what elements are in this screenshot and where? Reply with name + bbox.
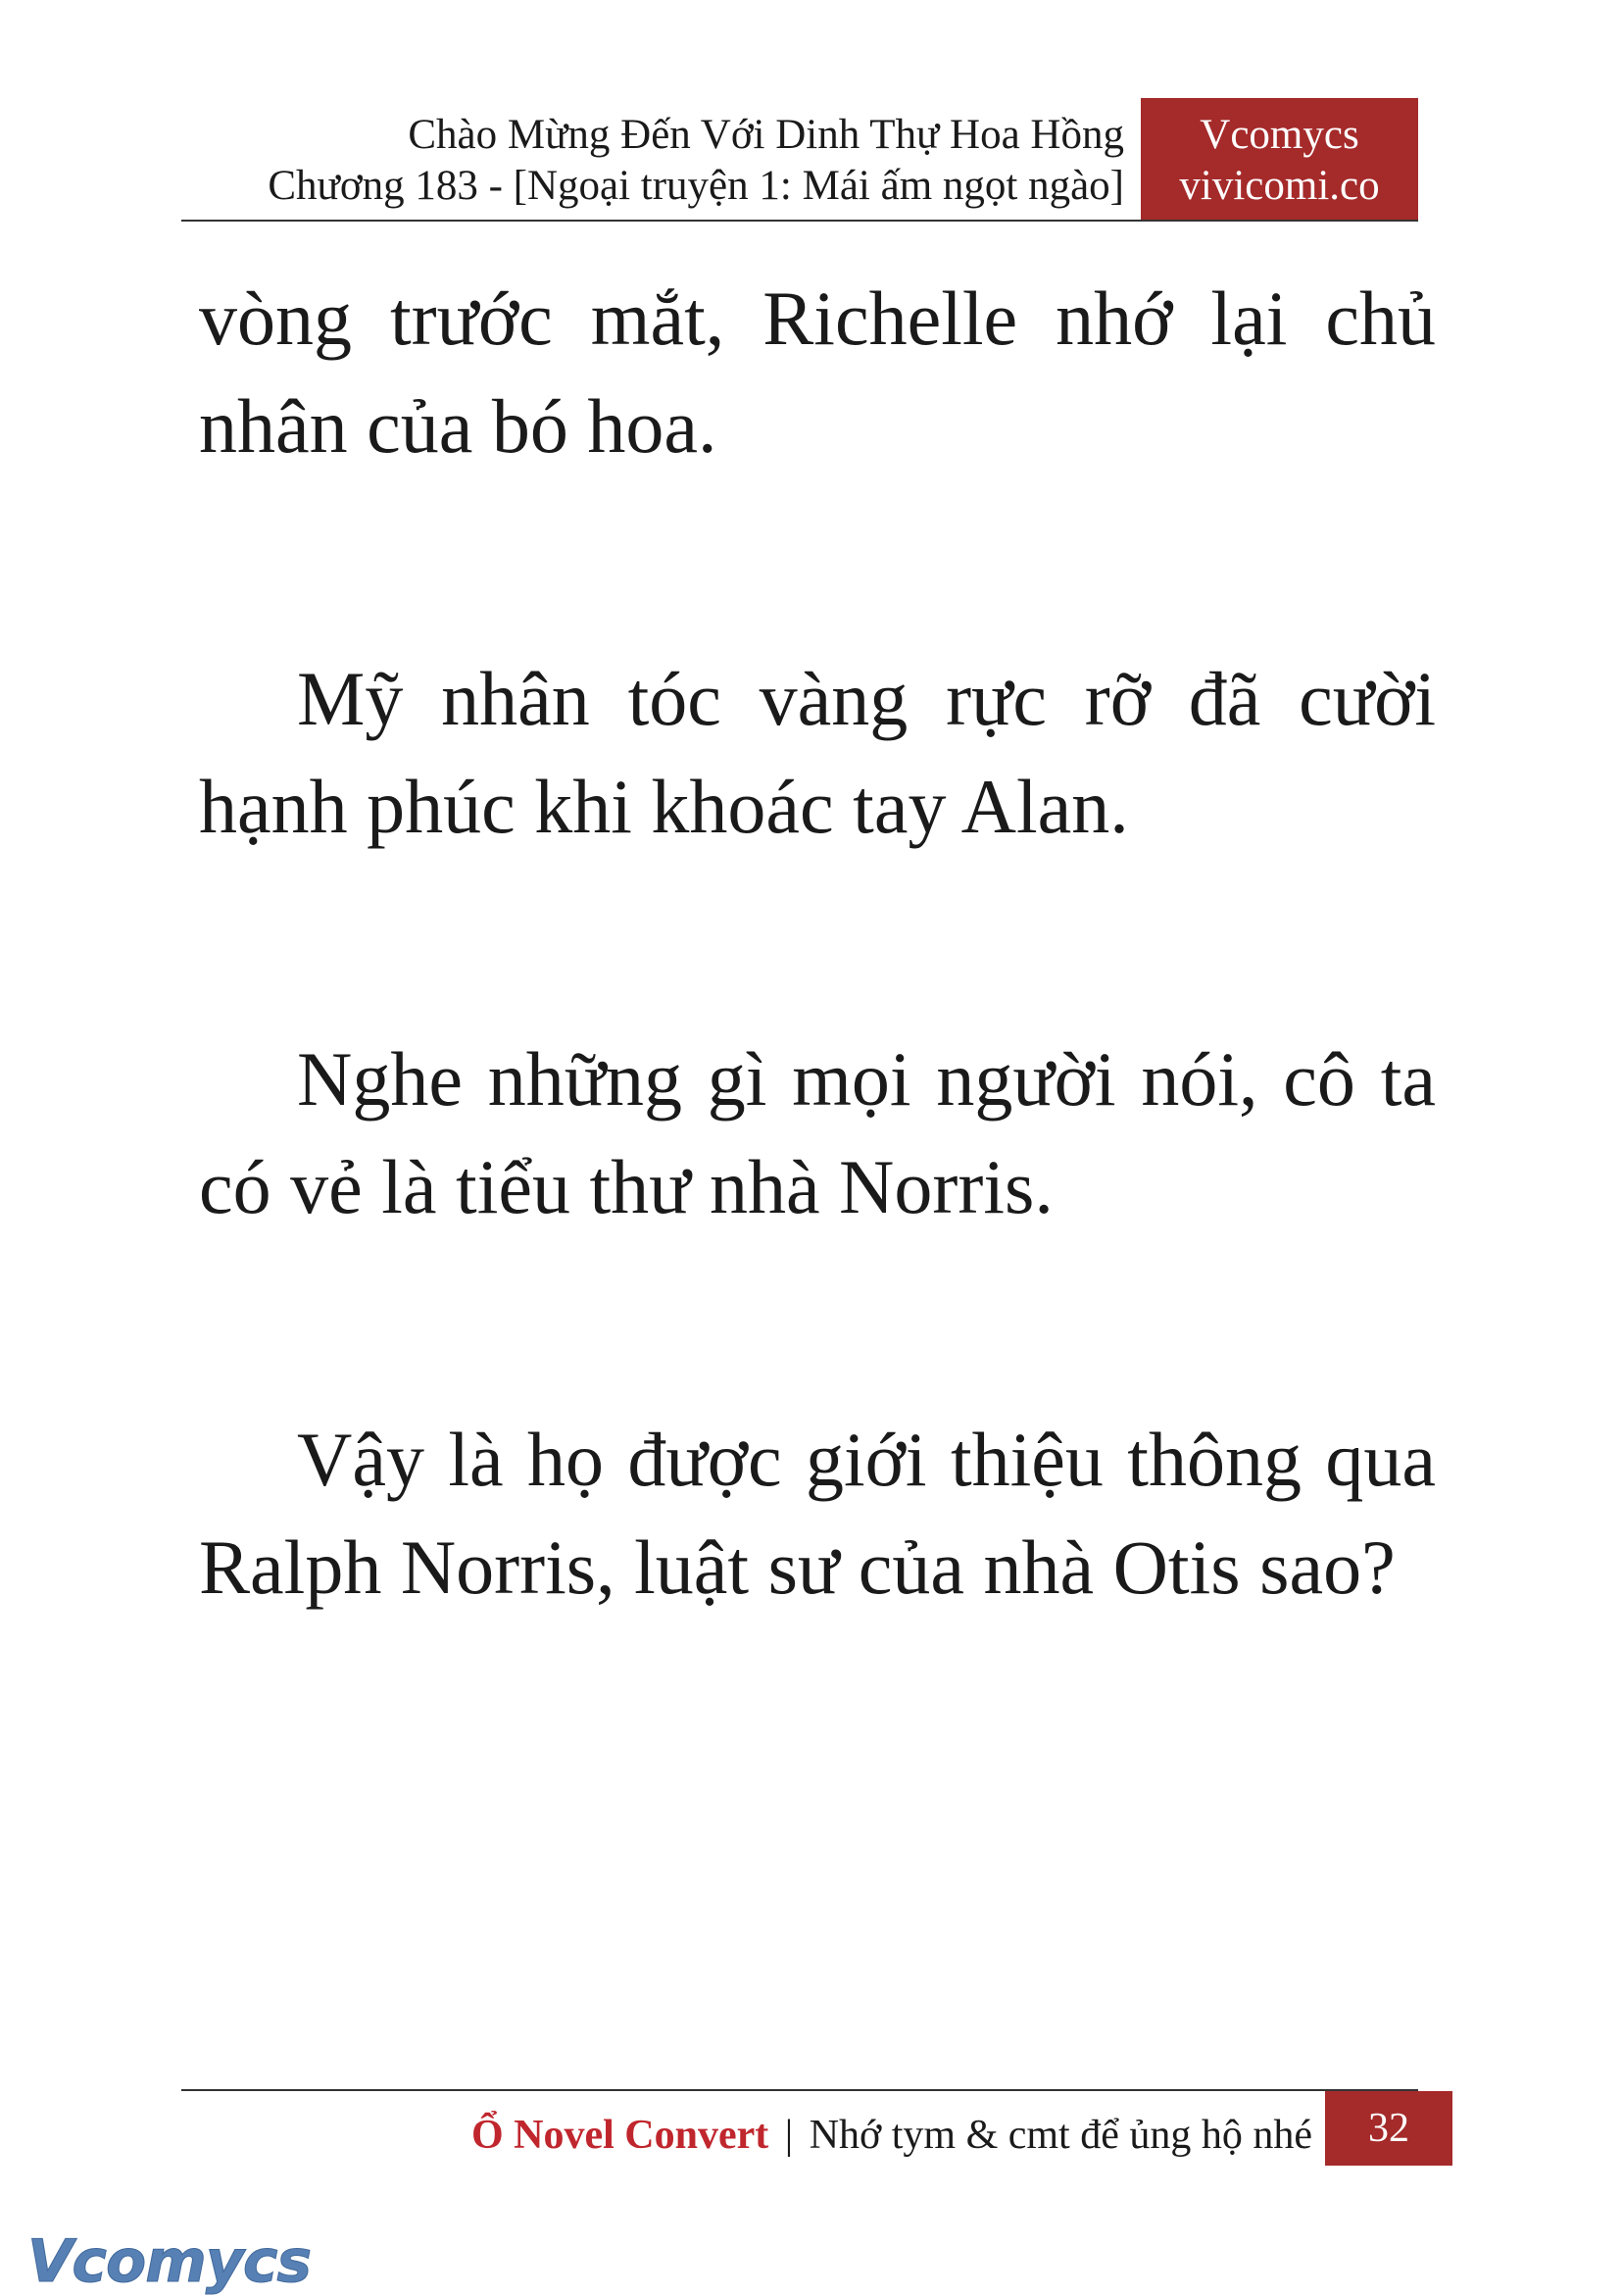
footer-message: Nhớ tym & cmt để ủng hộ nhé [809, 2113, 1312, 2158]
header-titles [268, 110, 1124, 212]
paragraph-1: vòng trước mắt, Richelle nhớ lại chủ nhân của bó hoa. [199, 275, 1436, 469]
header-brand-box [1141, 98, 1418, 220]
header-brand-name: Vcomycs [1200, 112, 1359, 158]
chapter-title: Chương 183 - [Ngoại truyện 1: Mái ấm ngọt ngào] [268, 163, 1124, 209]
page-number: 32 [1325, 2091, 1452, 2166]
vcomycs-logo-watermark: Vcomycs [27, 2227, 312, 2296]
footer-separator: | [784, 2113, 794, 2158]
footer-divider [181, 2089, 1418, 2091]
page-footer [471, 2105, 1312, 2166]
page-header [181, 98, 1418, 220]
book-title: Chào Mừng Đến Với Dinh Thự Hoa Hồng [408, 112, 1124, 158]
header-divider [181, 220, 1418, 222]
paragraph-4: Vậy là họ được giới thiệu thông qua Ralph Norris, luật sư của nhà Otis sao? [199, 1417, 1436, 1610]
paragraph-2: Mỹ nhân tóc vàng rực rỡ đã cười hạnh phúc khi khoác tay Alan. [199, 656, 1436, 849]
chapter-content [199, 265, 1436, 1786]
header-brand-site: vivicomi.co [1179, 163, 1380, 209]
paragraph-3: Nghe những gì mọi người nói, cô ta có vẻ là tiểu thư nhà Norris. [199, 1036, 1436, 1229]
footer-brand: Ổ Novel Convert [470, 2113, 769, 2158]
